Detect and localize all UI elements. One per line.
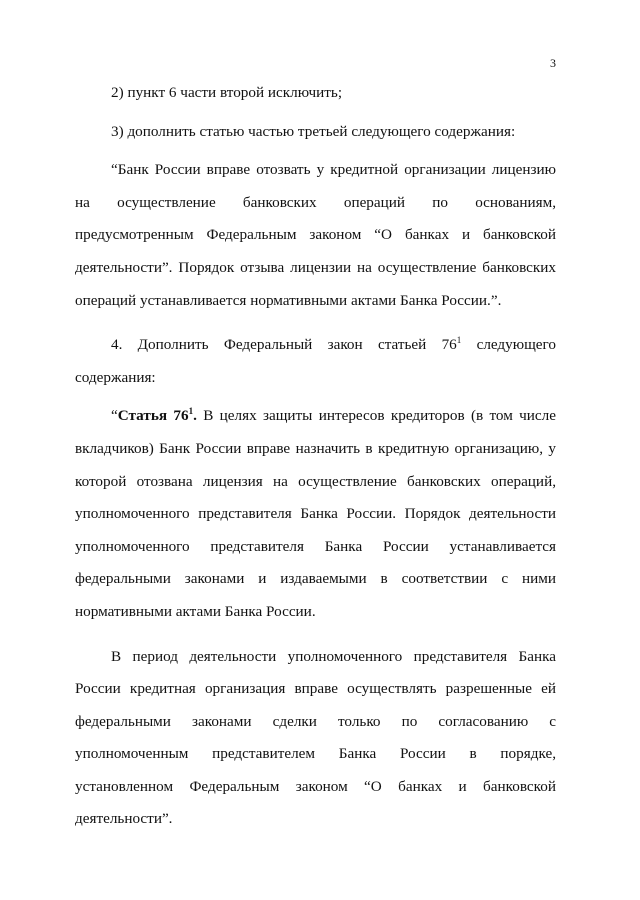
article-title-superscript: 1	[188, 406, 194, 417]
page-number: 3	[550, 56, 556, 70]
article-title: Статья $76^1$.	[117, 406, 197, 425]
point-4-text: 4. Дополнить Федеральный закон статьей 76	[111, 336, 457, 354]
article-text: В целях защиты интересов кредиторов (в том числе вкладчиков) Банк России вправе назначить в кредитную организацию, у которой отозвана лицензия на осуществление банковских операций, уполномоченного представителя Банка России. Порядок деятельности уполномоченного представителя Банка России устанавливается федеральными законами и издаваемыми в соответствии с ними нормативными актами Банка России.	[75, 407, 556, 620]
article-open-quote: “	[111, 407, 118, 425]
item-3-paragraph: 3) дополнить статью частью третьей следующего содержания:	[111, 122, 516, 140]
point-4-paragraph	[75, 329, 556, 394]
document-body	[75, 77, 556, 836]
final-paragraph: В период деятельности уполномоченного представителя Банка России кредитная организация вправе осуществлять разрешенные ей федеральными законами сделки только по согласованию с уполномоченным представителем Банка России в порядке, установленном Федеральным законом “О банках и банковской деятельности”.	[75, 647, 556, 828]
point-4-tail: следующего содержания:	[75, 336, 556, 386]
point-4-superscript: 1	[456, 335, 462, 346]
item-2-paragraph: 2) пункт 6 части второй исключить;	[111, 84, 343, 101]
article-76-1-paragraph	[75, 400, 556, 628]
quoted-amendment-paragraph: “Банк России вправе отозвать у кредитной организации лицензию на осуществление банковских операций по основаниям, предусмотренным Федеральным законом “О банках и банковской деятельности”. Порядок отзыва лицензии на осуществление банковских операций устанавливается нормативными актами Банка России.”.	[75, 161, 556, 309]
